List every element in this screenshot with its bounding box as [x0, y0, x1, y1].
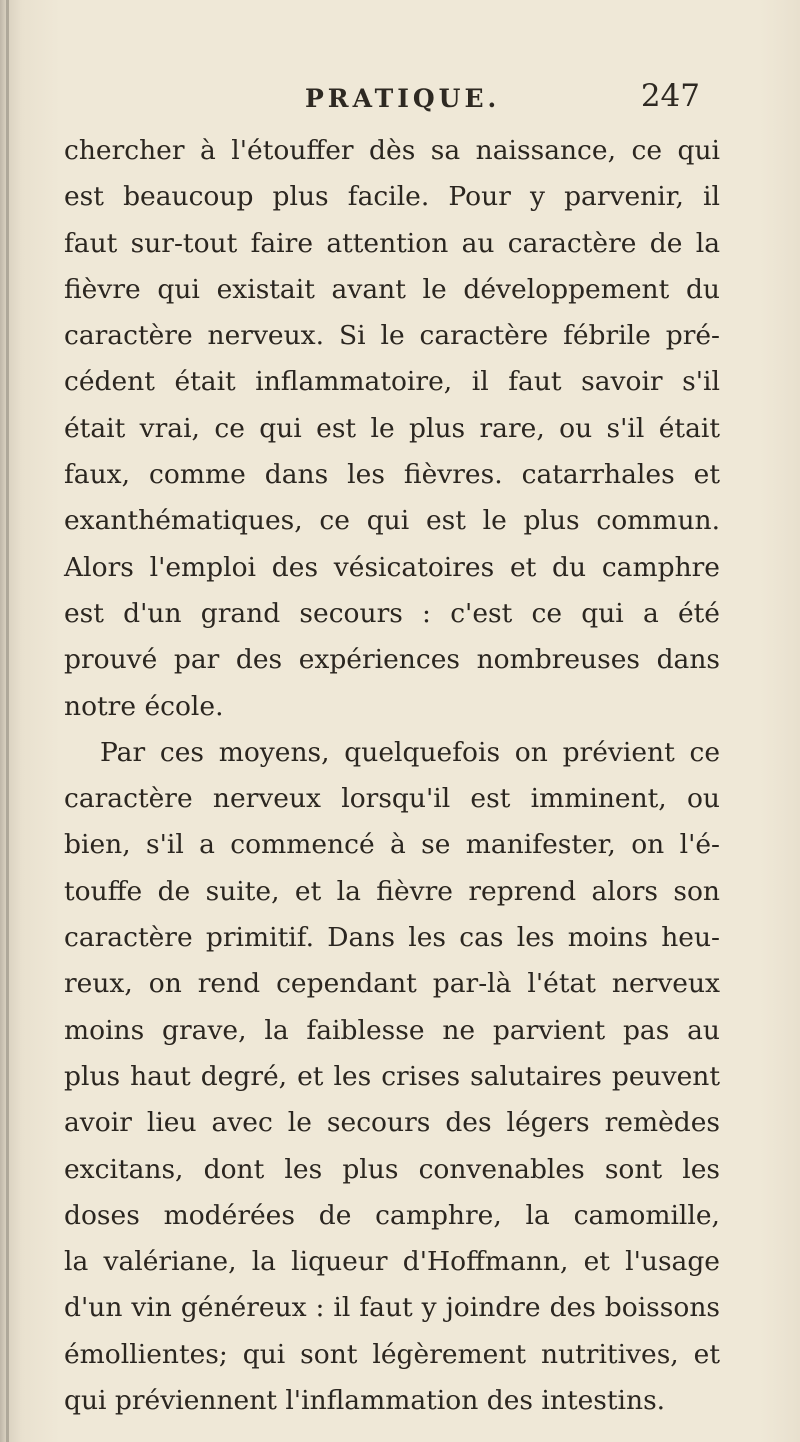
paragraph-end-line: qui préviennent l'inflammation des intestins.	[64, 1385, 666, 1417]
paragraph-first-line: Par ces moyens, quelquefois on prévient ce	[100, 736, 720, 768]
text-line: touffe de suite, et la fièvre reprend alors son	[64, 875, 720, 907]
text-line: d'un vin généreux : il faut y joindre des boissons	[64, 1292, 720, 1324]
text-line: plus haut degré, et les crises salutaires peuvent	[64, 1060, 720, 1092]
text-line: caractère nerveux. Si le caractère fébrile pré-	[64, 320, 720, 352]
text-line: moins grave, la faiblesse ne parvient pas au	[64, 1014, 720, 1046]
text-line: prouvé par des expériences nombreuses dans	[64, 644, 720, 676]
page-gutter	[6, 0, 9, 1442]
text-line: avoir lieu avec le secours des légers remèdes	[64, 1107, 720, 1139]
text-line: chercher à l'étouffer dès sa naissance, ce qui	[64, 135, 720, 166]
text-line: caractère primitif. Dans les cas les moins heu-	[64, 922, 720, 954]
text-line: caractère nerveux lorsqu'il est imminent, ou	[64, 783, 720, 815]
text-line: faux, comme dans les fièvres. catarrhales et	[64, 459, 720, 491]
text-line: bien, s'il a commencé à se manifester, on l'é-	[64, 829, 720, 861]
running-title: PRATIQUE.	[305, 84, 501, 113]
text-line: Alors l'emploi des vésicatoires et du camphre	[64, 551, 720, 583]
text-line: faut sur-tout faire attention au caractère de la	[64, 227, 720, 259]
paragraph-end-line: notre école.	[64, 690, 224, 722]
text-line: exanthématiques, ce qui est le plus commun.	[64, 505, 720, 537]
text-line: émollientes; qui sont légèrement nutritives, et	[64, 1338, 720, 1370]
text-line: fièvre qui existait avant le développement du	[64, 273, 720, 305]
text-line: doses modérées de camphre, la camomille,	[64, 1199, 720, 1231]
text-line: est beaucoup plus facile. Pour y parvenir, il	[64, 181, 720, 213]
text-line: était vrai, ce qui est le plus rare, ou s'il était	[64, 412, 720, 444]
text-line: cédent était inflammatoire, il faut savoir s'il	[64, 366, 720, 398]
body-text	[64, 128, 720, 1424]
text-line: reux, on rend cependant par-là l'état nerveux	[64, 968, 720, 1000]
text-line: excitans, dont les plus convenables sont les	[64, 1153, 720, 1185]
text-line: la valériane, la liqueur d'Hoffmann, et l'usage	[64, 1246, 720, 1278]
running-header	[305, 78, 700, 124]
text-line: est d'un grand secours : c'est ce qui a été	[64, 597, 720, 629]
page-number: 247	[640, 78, 700, 114]
